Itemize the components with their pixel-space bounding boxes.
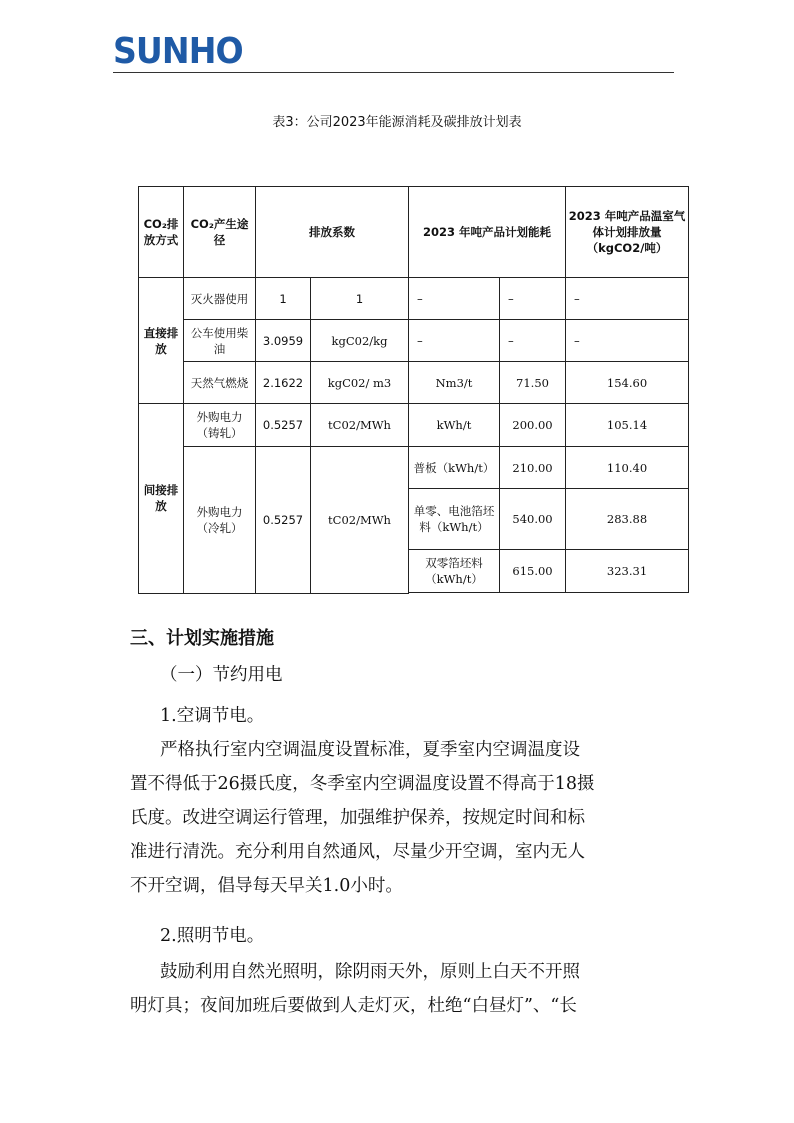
r1-energy-value: – [500,278,566,320]
r2-unit: kgC02/kg [311,320,409,362]
group-direct: 直接排放 [139,278,184,404]
r5a-ghg: 110.40 [566,447,689,489]
r4-source: 外购电力（铸轧） [184,404,256,447]
r2-energy-unit: – [409,320,500,362]
r5-source: 外购电力（冷轧） [184,447,256,594]
item2-line: 明灯具；夜间加班后要做到人走灯灭，杜绝“白昼灯”、“长 [130,996,577,1016]
r4-unit: tC02/MWh [311,404,409,447]
r5c-energy-unit: 双零箔坯料（kWh/t） [409,550,500,593]
r1-ghg: – [566,278,689,320]
r2-factor: 3.0959 [256,320,311,362]
r5b-energy-unit: 单零、电池箔坯料（kWh/t） [409,489,500,550]
r2-source: 公车使用柴油 [184,320,256,362]
header-method: CO₂排放方式 [139,187,184,278]
r3-energy-unit: Nm3/t [409,362,500,404]
item1-line: 严格执行室内空调温度设置标准，夏季室内空调温度设 [160,740,580,760]
r5b-energy-value: 540.00 [500,489,566,550]
r3-source: 天然气燃烧 [184,362,256,404]
r1-energy-unit: – [409,278,500,320]
r5a-energy-value: 210.00 [500,447,566,489]
r1-source: 灭火器使用 [184,278,256,320]
r2-ghg: – [566,320,689,362]
item2-line: 鼓励利用自然光照明，除阴雨天外，原则上白天不开照 [160,962,580,982]
section-title: 三、计划实施措施 [130,628,274,649]
company-logo: SUNHO [113,31,243,72]
header-rule [113,72,674,73]
r5a-energy-unit: 普板（kWh/t） [409,447,500,489]
r4-factor: 0.5257 [256,404,311,447]
r1-unit: 1 [311,278,409,320]
header-ghg: 2023 年吨产品温室气体计划排放量（kgCO2/吨） [566,187,689,278]
header-source: CO₂产生途径 [184,187,256,278]
r5c-ghg: 323.31 [566,550,689,593]
item1-line: 准进行清洗。充分利用自然通风，尽量少开空调，室内无人 [130,842,585,862]
item2-title: 2.照明节电。 [160,926,265,946]
table-caption: 表3：公司2023年能源消耗及碳排放计划表 [272,115,522,130]
r2-energy-value: – [500,320,566,362]
item1-title: 1.空调节电。 [160,706,265,726]
r3-energy-value: 71.50 [500,362,566,404]
energy-carbon-table [138,186,689,594]
item1-line: 置不得低于26摄氏度，冬季室内空调温度设置不得高于18摄 [130,774,595,794]
header-factor: 排放系数 [256,187,409,278]
r4-energy-value: 200.00 [500,404,566,447]
r3-unit: kgC02/ m3 [311,362,409,404]
r5c-energy-value: 615.00 [500,550,566,593]
r5-unit: tC02/MWh [311,447,409,594]
r4-ghg: 105.14 [566,404,689,447]
r5-factor: 0.5257 [256,447,311,594]
r3-ghg: 154.60 [566,362,689,404]
item1-line: 氏度。改进空调运行管理，加强维护保养，按规定时间和标 [130,808,585,828]
r3-factor: 2.1622 [256,362,311,404]
r5b-ghg: 283.88 [566,489,689,550]
header-energy: 2023 年吨产品计划能耗 [409,187,566,278]
subsection-title: （一）节约用电 [160,665,283,685]
group-indirect: 间接排放 [139,404,184,594]
r1-factor: 1 [256,278,311,320]
r4-energy-unit: kWh/t [409,404,500,447]
item1-line: 不开空调，倡导每天早关1.0小时。 [130,876,403,896]
